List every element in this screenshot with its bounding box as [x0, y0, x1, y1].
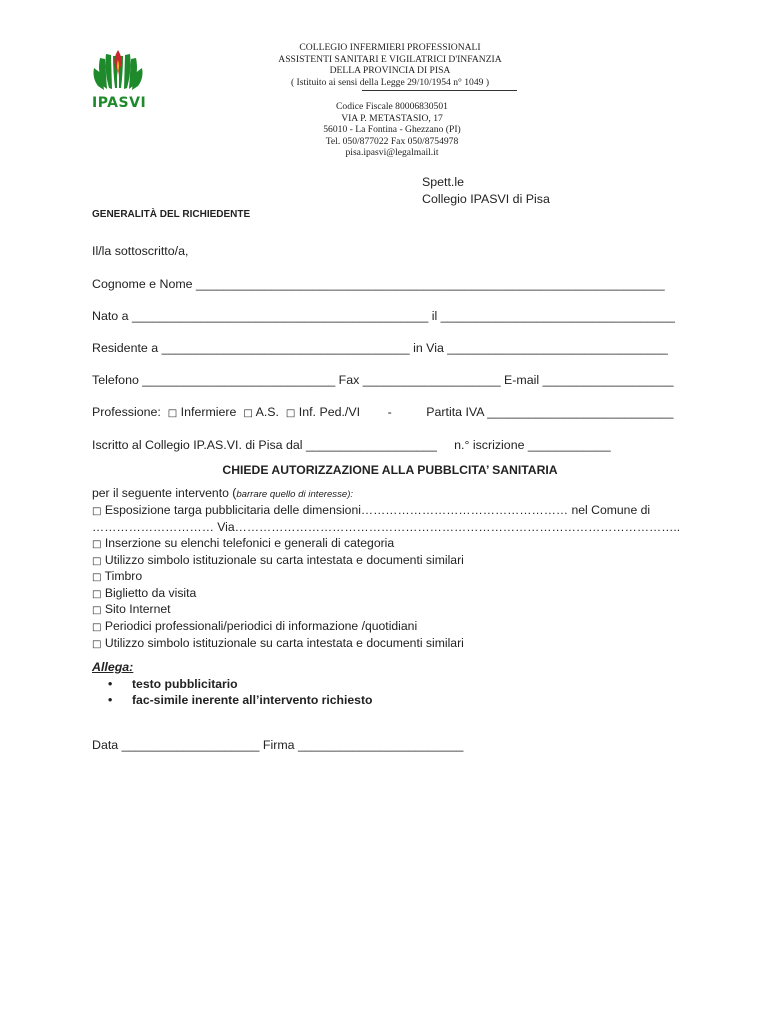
option-as: A.S.	[255, 405, 279, 419]
professione-row	[92, 405, 673, 419]
intervention-label: Biglietto da visita	[104, 586, 197, 600]
checkbox-infermiere[interactable]: □	[167, 408, 178, 419]
intervention-continuation[interactable]: ………………………… Via………………………………………………………………………………………………..	[92, 520, 681, 534]
bullet-icon: •	[108, 693, 113, 707]
recipient-block	[422, 174, 550, 208]
data-field[interactable]: Data ____________________	[92, 738, 260, 752]
intervention-intro	[92, 486, 353, 500]
institution-address	[282, 101, 502, 159]
signature-row	[92, 738, 463, 752]
intervention-label: Utilizzo simbolo istituzionale su carta intestata e documenti similari	[104, 636, 464, 650]
checkbox[interactable]: □	[92, 539, 102, 550]
professione-label: Professione:	[92, 405, 161, 419]
dash-separator: -	[387, 405, 392, 419]
bullet-icon: •	[108, 677, 113, 691]
header-divider	[362, 90, 517, 91]
firma-field[interactable]: Firma ________________________	[262, 738, 464, 752]
header-line-2: ASSISTENTI SANITARI E VIGILATRICI D'INFANZIA	[278, 53, 502, 65]
checkbox-inf-ped[interactable]: □	[285, 408, 296, 419]
intervention-label: Sito Internet	[104, 602, 171, 616]
checkbox[interactable]: □	[92, 605, 102, 616]
option-infermiere: Infermiere	[180, 405, 237, 419]
checkbox-as[interactable]: □	[243, 408, 253, 419]
intervention-item[interactable]	[92, 586, 196, 600]
intervention-item[interactable]	[92, 536, 394, 550]
recipient-salutation: Spett.le	[422, 175, 465, 189]
address-city: 56010 - La Fontina - Ghezzano (PI)	[323, 124, 461, 136]
intervention-item[interactable]	[92, 569, 142, 583]
checkbox[interactable]: □	[92, 506, 102, 517]
institution-email: pisa.ipasvi@legalmail.it	[345, 147, 439, 159]
allega-label: Allega:	[92, 660, 134, 674]
allega-item-text: testo pubblicitario	[132, 677, 238, 691]
intervention-note: barrare quello di interesse):	[236, 489, 354, 500]
intervention-item[interactable]	[92, 636, 464, 650]
intervention-label: Inserzione su elenchi telefonici e generali di categoria	[104, 536, 395, 550]
logo-text: IPASVI	[92, 95, 147, 111]
intervention-item[interactable]	[92, 619, 417, 633]
intervention-label: Esposizione targa pubblicitaria delle dimensioni…………………………………………… nel Comune di	[104, 503, 651, 517]
codice-fiscale: Codice Fiscale 80006830501	[336, 101, 448, 112]
partita-iva-field[interactable]: Partita IVA ___________________________	[426, 405, 674, 419]
intervention-item[interactable]	[92, 503, 650, 517]
intro-line: Il/la sottoscritto/a,	[92, 244, 189, 258]
phone-fax: Tel. 050/877022 Fax 050/8754978	[325, 135, 459, 147]
checkbox[interactable]: □	[92, 622, 102, 633]
iscrizione-row	[92, 438, 611, 452]
intervention-label: Utilizzo simbolo istituzionale su carta intestata e documenti similari	[104, 553, 464, 567]
intervention-intro-text: per il seguente intervento (	[92, 486, 237, 500]
allega-item-text: fac-simile inerente all’intervento richiesto	[132, 693, 373, 707]
intervention-label: Timbro	[104, 569, 143, 583]
option-inf-ped: Inf. Ped./VI	[298, 405, 361, 419]
header-line-1: COLLEGIO INFERMIERI PROFESSIONALI	[299, 42, 481, 53]
residente-field[interactable]: Residente a ____________________________________ in Via ________________________________	[92, 341, 668, 355]
checkbox[interactable]: □	[92, 572, 102, 583]
checkbox[interactable]: □	[92, 589, 102, 600]
nato-field[interactable]: Nato a ___________________________________________ il __________________________________	[92, 309, 675, 323]
section-title: GENERALITÀ DEL RICHIEDENTE	[92, 209, 251, 220]
checkbox[interactable]: □	[92, 639, 102, 650]
institution-header	[240, 42, 540, 99]
header-line-3: DELLA PROVINCIA DI PISA	[329, 65, 451, 76]
request-title: CHIEDE AUTORIZZAZIONE ALLA PUBBLCITA’ SANITARIA	[222, 463, 558, 477]
iscritto-field[interactable]: Iscritto al Collegio IP.AS.VI. di Pisa dal ___________________	[92, 438, 437, 452]
cognome-nome-field[interactable]: Cognome e Nome ____________________________________________________________________	[92, 277, 665, 291]
checkbox[interactable]: □	[92, 556, 102, 567]
allega-item	[108, 693, 372, 707]
header-line-4: ( Istituito ai sensi della Legge 29/10/1954 n° 1049 )	[290, 76, 490, 88]
numero-iscrizione-field[interactable]: n.° iscrizione ____________	[454, 438, 611, 452]
contacts-field[interactable]: Telefono ____________________________ Fax ____________________ E-mail ___________________	[92, 373, 674, 387]
address-street: VIA P. METASTASIO, 17	[341, 112, 443, 124]
allega-item	[108, 677, 238, 691]
intervention-item[interactable]	[92, 602, 171, 616]
intervention-item[interactable]	[92, 553, 464, 567]
intervention-label: Periodici professionali/periodici di informazione /quotidiani	[104, 619, 418, 633]
recipient-name: Collegio IPASVI di Pisa	[422, 192, 550, 206]
